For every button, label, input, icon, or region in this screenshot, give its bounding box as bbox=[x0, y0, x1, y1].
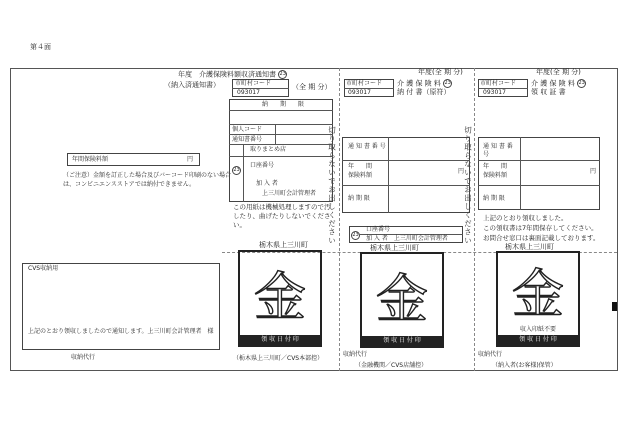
payment-deadline-label: 納 期 限 bbox=[348, 195, 370, 202]
notice-city-code: 093017 bbox=[237, 89, 260, 96]
payment-notice-label: 通 知 書 番 号 bbox=[348, 143, 386, 150]
notice-stamp bbox=[238, 250, 322, 347]
payment-stamp-char: 金 bbox=[375, 270, 428, 330]
notice-subtitle: （納入済通知書） bbox=[164, 81, 220, 89]
payment-account-circle: 23 bbox=[352, 232, 359, 238]
payment-city-label: 市町村コード bbox=[346, 80, 383, 87]
account-circle-num: 23 bbox=[233, 167, 240, 173]
receipt-title1 bbox=[531, 79, 586, 88]
payment-city-code: 093017 bbox=[348, 89, 371, 96]
notice-bank-place: 栃木県上三川町 bbox=[259, 241, 308, 249]
cut-instruction-1: 切り取らないでお出しください bbox=[327, 126, 337, 245]
receipt-text: 上記のとおり領収しましたので通知します。上三川町会計管理者 様 bbox=[28, 328, 214, 335]
notice-deadline-label: 納 期 限 bbox=[262, 101, 305, 108]
notice-stamp-label: 領 収 日 付 印 bbox=[240, 335, 320, 345]
separator-line-1 bbox=[339, 68, 340, 371]
receipt-circle-num: 23 bbox=[578, 80, 585, 86]
notice-title bbox=[178, 70, 287, 79]
receipt-note2: この領収書は7年間保存してください。 bbox=[483, 224, 598, 232]
payment-title1-text: 介 護 保 険 料 bbox=[397, 79, 441, 88]
receipt-yen: 円 bbox=[590, 168, 597, 175]
payment-title1 bbox=[397, 79, 452, 88]
receipt-deadline-label: 納 期 限 bbox=[483, 195, 505, 202]
receipt-notice-label: 通 知 書 番 号 bbox=[483, 143, 513, 158]
notice-caution: この用紙は機械処理しますので汚したり、曲げたりしないでください。 bbox=[233, 203, 331, 229]
amount-yen: 円 bbox=[187, 156, 194, 163]
notice-account-circle bbox=[232, 166, 241, 175]
receipt-stamp-label: 領 収 日 付 印 bbox=[498, 335, 578, 345]
left-agent: 収納代行 bbox=[71, 354, 96, 361]
notice-footer: （栃木県上三川町／CVS本部控） bbox=[233, 355, 324, 362]
payment-stamp-label: 領 収 日 付 印 bbox=[362, 336, 442, 346]
receipt-stamp-char: 金 bbox=[511, 265, 564, 325]
receipt-note1: 上記のとおり領収しました。 bbox=[483, 214, 568, 222]
notice-title-text: 年度 介護保険料額収済通知書 bbox=[178, 70, 276, 79]
receipt-bank-place: 栃木県上三川町 bbox=[505, 243, 554, 251]
notice-account-label: 口座番号 bbox=[250, 162, 275, 169]
payment-amount-label2: 保険料額 bbox=[348, 172, 373, 179]
page-label: 第４面 bbox=[30, 43, 51, 51]
notice-period: （全 期 分） bbox=[292, 83, 332, 91]
caution-note: （ご注意）金額を訂正した場合及びバーコード印刷のない場合は、コンビニエンスストアでは納付できません。 bbox=[63, 172, 232, 188]
notice-payee-label: 加 入 者 bbox=[256, 180, 278, 187]
notice-city-label: 市町村コード bbox=[235, 80, 272, 87]
payment-amount-label1: 年 間 bbox=[348, 163, 373, 170]
separator-line-2 bbox=[474, 68, 475, 371]
personal-code-label: 個人コード bbox=[232, 126, 263, 133]
notice-stamp-char: 金 bbox=[253, 268, 306, 328]
payment-footer: （金融機関／CVS店舗控） bbox=[355, 362, 428, 369]
notice-payee: 上三川町会計管理者 bbox=[262, 190, 317, 197]
receipt-footer: （納入者(お客様)保管） bbox=[492, 362, 557, 369]
receipt-agent: 収納代行 bbox=[478, 351, 503, 358]
payment-circle-num: 23 bbox=[444, 80, 451, 86]
receipt-city-label: 市町村コード bbox=[480, 80, 517, 87]
payment-stamp bbox=[360, 252, 444, 348]
payment-title2: 納 付 書（原符） bbox=[397, 88, 451, 96]
payment-account-label: 口座番号 bbox=[366, 226, 391, 233]
receipt-note3: お問合せ窓口は裏面記載しております。 bbox=[483, 234, 600, 242]
receipt-amount-label2: 保険料額 bbox=[483, 172, 508, 179]
cvs-label: CVS収納用 bbox=[28, 265, 59, 272]
agency-label: 取りまとめ店 bbox=[250, 146, 287, 153]
receipt-amount-label1: 年 間 bbox=[483, 163, 508, 170]
notice-circle-num: 23 bbox=[279, 71, 286, 77]
cvs-box bbox=[22, 263, 220, 350]
receipt-city-code: 093017 bbox=[483, 89, 506, 96]
notice-no-label: 通知書番号 bbox=[232, 136, 263, 143]
receipt-title2: 領 収 証 書 bbox=[531, 88, 566, 96]
cut-instruction-2: 切り取らないでお出しください bbox=[463, 126, 473, 245]
receipt-stamp bbox=[496, 251, 580, 347]
receipt-title1-text: 介 護 保 険 料 bbox=[531, 79, 575, 88]
payment-agent: 収納代行 bbox=[343, 351, 368, 358]
amount-label: 年間保険料額 bbox=[72, 156, 109, 163]
payment-bank-place: 栃木県上三川町 bbox=[370, 244, 419, 252]
edge-mark bbox=[612, 302, 617, 311]
receipt-period: 年度(全 期 分) bbox=[536, 68, 581, 76]
payment-payee: 加 入 者 上三川町会計管理者 bbox=[366, 235, 448, 242]
receipt-stamp-note: 収入印紙不要 bbox=[520, 326, 557, 333]
payment-yen: 円 bbox=[458, 168, 465, 175]
payment-period: 年度(全 期 分) bbox=[418, 68, 463, 76]
